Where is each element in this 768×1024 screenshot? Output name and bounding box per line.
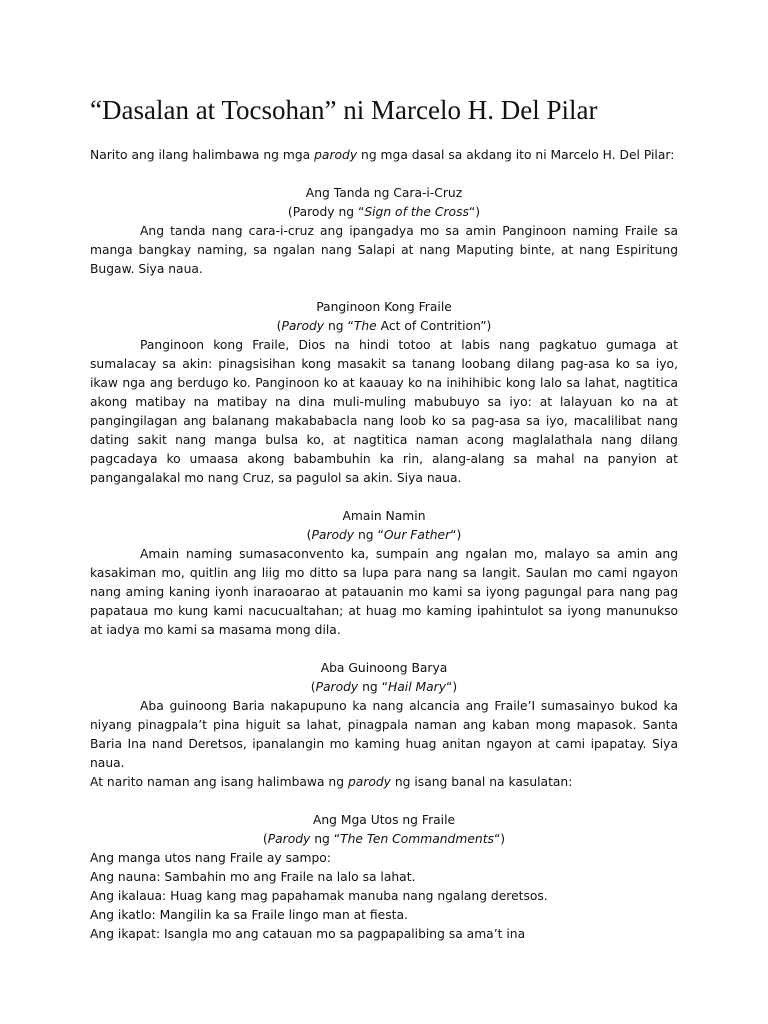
commandment-line: Ang nauna: Sambahin mo ang Fraile na lalo sa lahat. (90, 870, 416, 884)
subtitle-prayer-name: Hail Mary (388, 680, 447, 694)
subtitle-connector: ng “ (334, 205, 365, 219)
section-body: Ang tanda nang cara-i-cruz ang ipangadya mo sa amin Panginoon naming Fraile sa manga bangkay naming, sa ngalan nang Salapi at nang Maputing binte, at nang Espiritung Bugaw. Siya naua. (90, 224, 678, 276)
subtitle-prayer-name-rest: Act of Contrition (376, 319, 481, 333)
subtitle-open: ( (310, 680, 316, 694)
section-sign-of-the-cross (90, 184, 678, 279)
section-subtitle (90, 317, 678, 336)
subtitle-parody-word: Parody (292, 205, 335, 219)
section-ten-commandments (90, 811, 678, 944)
subtitle-open: ( (262, 832, 268, 846)
transition-line (90, 773, 678, 792)
intro-text-end: ng mga dasal sa akdang ito ni Marcelo H. Del Pilar: (357, 148, 675, 162)
section-our-father (90, 507, 678, 640)
subtitle-prayer-name: The (353, 319, 377, 333)
subtitle-connector: ng “ (324, 319, 354, 333)
intro-text-start: Narito ang ilang halimbawa ng mga (90, 148, 315, 162)
section-title: Ang Mga Utos ng Fraile (312, 813, 456, 827)
subtitle-parody-word: Parody (267, 832, 311, 846)
section-hail-mary (90, 659, 678, 792)
section-body: Panginoon kong Fraile, Dios na hindi totoo at labis nang pagkatuo gumaga at sumalacay sa akin: pinagsisihan kong masakit sa tanang loobang dilang pag-asa ko sa iyo, ikaw nga ang berdugo ko. Panginoon ko at kaauay ko na inihihibic kong lalo sa lahat, nagtitica akong matibay na matibay na dina muli-muling mabubuyo sa iyo: at lalayuan ko na at pangingilagan ang balanang makababacla nang loob ko sa pag-asa sa iyo, macalilibat nang dating sakit nang manga bulsa ko, at nagtitica naman acong maglalathala nang dilang pagcadaya ko umaasa akong babambuhin ka rin, alang-alang sa mahal na panyion at pangangalakal mo nang Cruz, sa pagulol sa akin. Siya naua. (90, 338, 678, 485)
commandment-line: Ang ikapat: Isangla mo ang catauan mo sa pagpapalibing sa ama’t ina (90, 927, 526, 941)
commandment-line: Ang ikalaua: Huag kang mag papahamak manuba nang ngalang deretsos. (90, 889, 548, 903)
intro-paragraph (90, 146, 678, 165)
section-title: Ang Tanda ng Cara-i-Cruz (305, 186, 463, 200)
subtitle-close: “) (450, 528, 462, 542)
transition-text-end: ng isang banal na kasulatan: (390, 775, 573, 789)
subtitle-close: “) (493, 832, 506, 846)
subtitle-close: ”) (480, 319, 492, 333)
section-title: Aba Guinoong Barya (320, 661, 448, 675)
section-subtitle (90, 203, 678, 222)
subtitle-parody-word: Parody (281, 319, 325, 333)
subtitle-open: ( (287, 205, 293, 219)
section-subtitle (90, 678, 678, 697)
subtitle-close: “) (446, 680, 458, 694)
commandment-line: Ang ikatlo: Mangilin ka sa Fraile lingo man at fiesta. (90, 908, 408, 922)
subtitle-prayer-name: Our Father (383, 528, 451, 542)
commandment-line: Ang manga utos nang Fraile ay sampo: (90, 851, 331, 865)
document-title: “Dasalan at Tocsohan” ni Marcelo H. Del Pilar (90, 95, 598, 125)
transition-text-start: At narito naman ang isang halimbawa ng (90, 775, 348, 789)
subtitle-parody-word: Parody (311, 528, 355, 542)
transition-emphasis: parody (347, 775, 391, 789)
section-body: Aba guinoong Baria nakapupuno ka nang alcancia ang Fraile’I sumasainyo bukod ka niyang pinagpala’t pina higuit sa lahat, pinagpala naman ang kaban mong mapasok. Santa Baria Ina nand Deretsos, ipanalangin mo kaming huag anitan ngayon at cami ipapatay. Siya naua. (90, 699, 678, 770)
section-act-of-contrition (90, 298, 678, 488)
section-body: Amain naming sumasaconvento ka, sumpain ang ngalan mo, malayo sa amin ang kasakiman mo, quitlin ang liig mo ditto sa lupa para nang sa langit. Saulan mo cami ngayon nang aming kaning iyonh inaraoarao at patauanin mo kami sa iyong pagungal para nang pag papataua mo kung kami nacucualtahan; at huag mo kaming ipahintulot sa iyong manunukso at iadya mo kami sa masama mong dila. (90, 547, 678, 637)
subtitle-prayer-name: Sign of the Cross (364, 205, 469, 219)
subtitle-parody-word: Parody (315, 680, 359, 694)
section-title: Panginoon Kong Fraile (316, 300, 452, 314)
subtitle-close: “) (468, 205, 481, 219)
subtitle-connector: ng “ (310, 832, 341, 846)
subtitle-open: ( (276, 319, 282, 333)
subtitle-connector: ng “ (358, 680, 389, 694)
subtitle-prayer-name: The Ten Commandments (340, 832, 494, 846)
section-title: Amain Namin (342, 509, 426, 523)
subtitle-connector: ng “ (354, 528, 384, 542)
section-subtitle (90, 830, 678, 849)
intro-emphasis: parody (314, 148, 358, 162)
section-subtitle (90, 526, 678, 545)
subtitle-open: ( (306, 528, 312, 542)
